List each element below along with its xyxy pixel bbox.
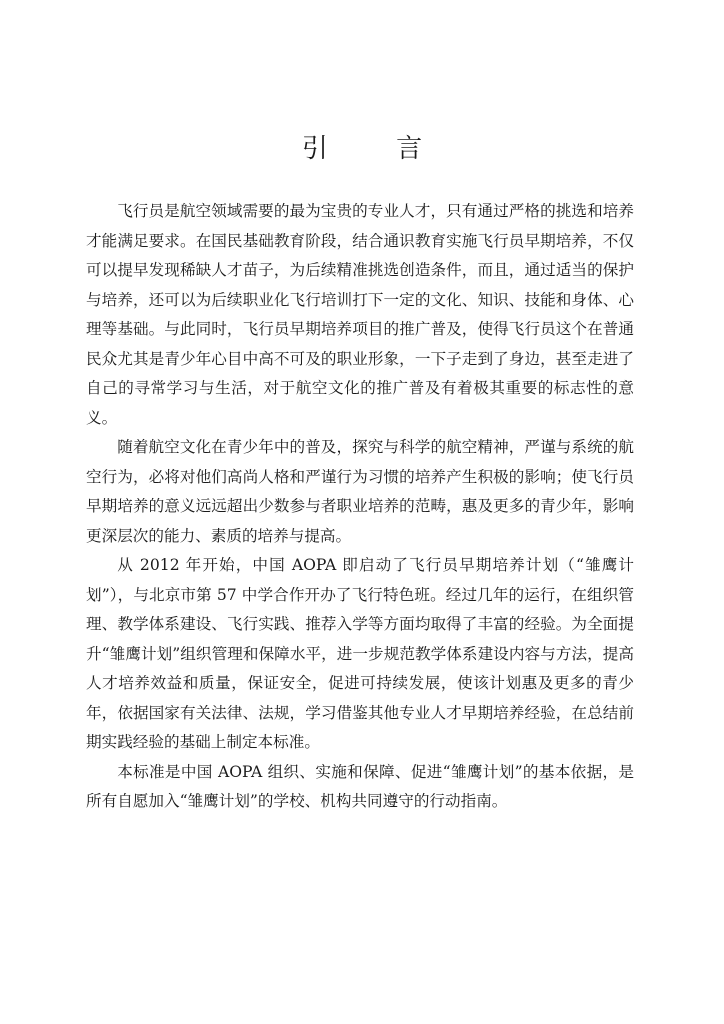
paragraph: 本标准是中国 AOPA 组织、实施和保障、促进“雏鹰计划”的基本依据，是所有自愿加入“雏鹰计划”的学校、机构共同遵守的行动指南。 (86, 762, 634, 810)
paragraph: 从 2012 年开始，中国 AOPA 即启动了飞行员早期培养计划（“雏鹰计划”），与北京市第 57 中学合作开办了飞行特色班。经过几年的运行，在组织管理、教学体系建设、飞行实践、推荐入学等方面均取得了丰富的经验。为全面提升“雏鹰计划”组织管理和保障水平，进一步规范教学体系建设内容与方法，提高人才培养效益和质量，保证安全，促进可持续发展，使该计划惠及更多的青少年，依据国家有关法律、法规，学习借鉴其他专业人才早期培养经验，在总结前期实践经验的基础上制定本标准。 (86, 556, 634, 751)
paragraph: 飞行员是航空领域需要的最为宝贵的专业人才，只有通过严格的挑选和培养才能满足要求。在国民基础教育阶段，结合通识教育实施飞行员早期培养，不仅可以提早发现稀缺人才苗子，为后续精准挑选创造条件，而且，通过适当的保护与培养，还可以为后续职业化飞行培训打下一定的文化、知识、技能和身体、心理等基础。与此同时，飞行员早期培养项目的推广普及，使得飞行员这个在普通民众尤其是青少年心目中高不可及的职业形象，一下子走到了身边，甚至走进了自己的寻常学习与生活，对于航空文化的推广普及有着极其重要的标志性的意义。 (86, 202, 634, 427)
document-body (86, 197, 634, 817)
page-title: 引 言 (301, 134, 453, 164)
paragraph: 随着航空文化在青少年中的普及，探究与科学的航空精神，严谨与系统的航空行为，必将对他们高尚人格和严谨行为习惯的培养产生积极的影响；使飞行员早期培养的意义远远超出少数参与者职业培养的范畴，惠及更多的青少年，影响更深层次的能力、素质的培养与提高。 (86, 438, 634, 545)
